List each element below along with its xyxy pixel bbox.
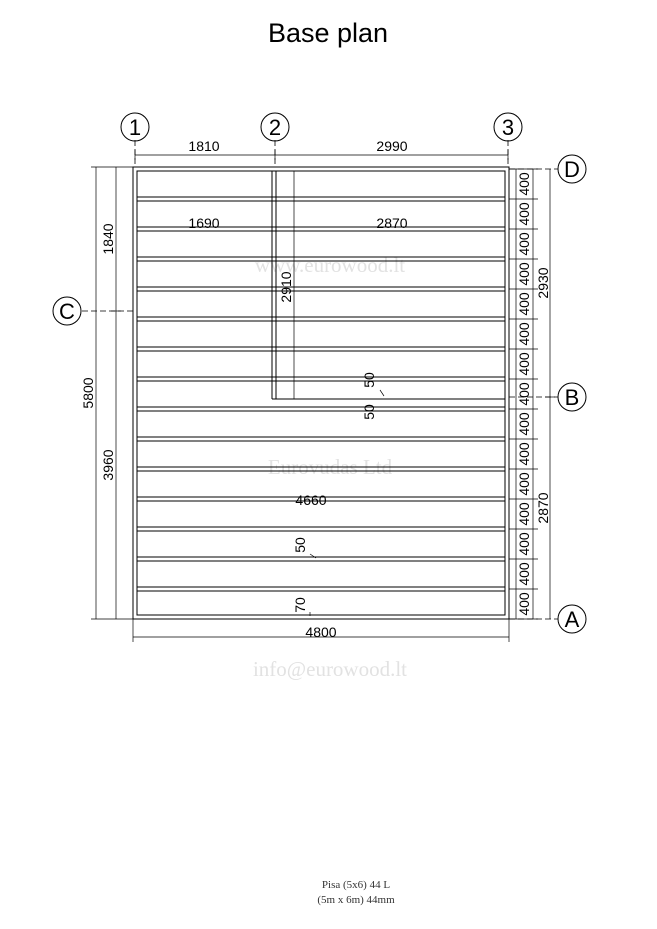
dim-top bbox=[135, 138, 508, 160]
spacing-label: 400 bbox=[516, 352, 532, 376]
dim-right-lower: 2870 bbox=[535, 492, 551, 524]
spacing-label: 400 bbox=[516, 172, 532, 196]
watermark-company: Eurovudas Ltd bbox=[267, 455, 393, 479]
dim-joist-span: 4660 bbox=[295, 492, 327, 508]
dim-bottom-total: 4800 bbox=[305, 624, 337, 640]
joist bbox=[137, 407, 505, 411]
dim-right-upper: 2930 bbox=[535, 267, 551, 299]
watermark-email: info@eurowood.lt bbox=[252, 657, 408, 681]
dim-inner-left: 1690 bbox=[188, 215, 220, 231]
svg-text:2: 2 bbox=[268, 115, 282, 140]
axis-bubble-3 bbox=[494, 113, 522, 141]
dim-gap-70: 70 bbox=[292, 597, 308, 613]
dim-bottom bbox=[133, 619, 509, 642]
dim-left-total: 5800 bbox=[80, 377, 96, 409]
spacing-label: 400 bbox=[516, 562, 532, 586]
dim-gap-50-a: 50 bbox=[361, 372, 377, 388]
dim-left-lower: 3960 bbox=[100, 449, 116, 481]
axis-bubble-d bbox=[558, 155, 586, 183]
dim-inner-right: 2870 bbox=[376, 215, 408, 231]
svg-text:1: 1 bbox=[128, 115, 142, 140]
svg-text:3: 3 bbox=[501, 115, 515, 140]
svg-text:D: D bbox=[564, 157, 580, 182]
joist bbox=[137, 587, 505, 591]
svg-text:A: A bbox=[564, 607, 580, 632]
spacing-label: 400 bbox=[516, 292, 532, 316]
joist bbox=[137, 437, 505, 441]
joist bbox=[137, 287, 505, 291]
spacing-labels bbox=[516, 172, 532, 616]
spacing-label: 400 bbox=[516, 592, 532, 616]
joist bbox=[137, 317, 505, 321]
spacing-label: 400 bbox=[516, 382, 532, 406]
joist bbox=[137, 377, 505, 381]
joist bbox=[137, 557, 505, 561]
dim-gap-50-b: 50 bbox=[361, 404, 377, 420]
dim-top-2-3: 2990 bbox=[376, 138, 408, 154]
axis-bubble-a bbox=[558, 605, 586, 633]
footer-model: Pisa (5x6) 44 L bbox=[321, 879, 391, 891]
spacing-label: 400 bbox=[516, 262, 532, 286]
dim-partition: 2910 bbox=[278, 271, 294, 303]
page-title: Base plan bbox=[267, 18, 389, 48]
spacing-label: 400 bbox=[516, 412, 532, 436]
svg-text:C: C bbox=[59, 299, 75, 324]
spacing-label: 400 bbox=[516, 232, 532, 256]
dim-right bbox=[533, 169, 555, 619]
spacing-label: 400 bbox=[516, 442, 532, 466]
spacing-label: 400 bbox=[516, 472, 532, 496]
dim-gap-50-c: 50 bbox=[292, 537, 308, 553]
spacing-label: 400 bbox=[516, 322, 532, 346]
dim-left bbox=[80, 167, 133, 619]
axis-bubble-b bbox=[558, 383, 586, 411]
axis-bubble-2 bbox=[261, 113, 289, 141]
joist bbox=[137, 197, 505, 201]
watermark-site: www.eurowood.lt bbox=[254, 253, 406, 277]
dim-top-1-2: 1810 bbox=[188, 138, 220, 154]
joist bbox=[137, 347, 505, 351]
spacing-label: 400 bbox=[516, 202, 532, 226]
footer-size: (5m x 6m) 44mm bbox=[317, 894, 395, 906]
spacing-label: 400 bbox=[516, 532, 532, 556]
svg-text:B: B bbox=[564, 385, 580, 410]
joist bbox=[137, 527, 505, 531]
axis-bubble-1 bbox=[121, 113, 149, 141]
spacing-label: 400 bbox=[516, 502, 532, 526]
dim-left-upper: 1840 bbox=[100, 223, 116, 255]
axis-bubble-c bbox=[53, 297, 81, 325]
grid-lines bbox=[82, 140, 558, 619]
base-frame bbox=[133, 167, 509, 619]
